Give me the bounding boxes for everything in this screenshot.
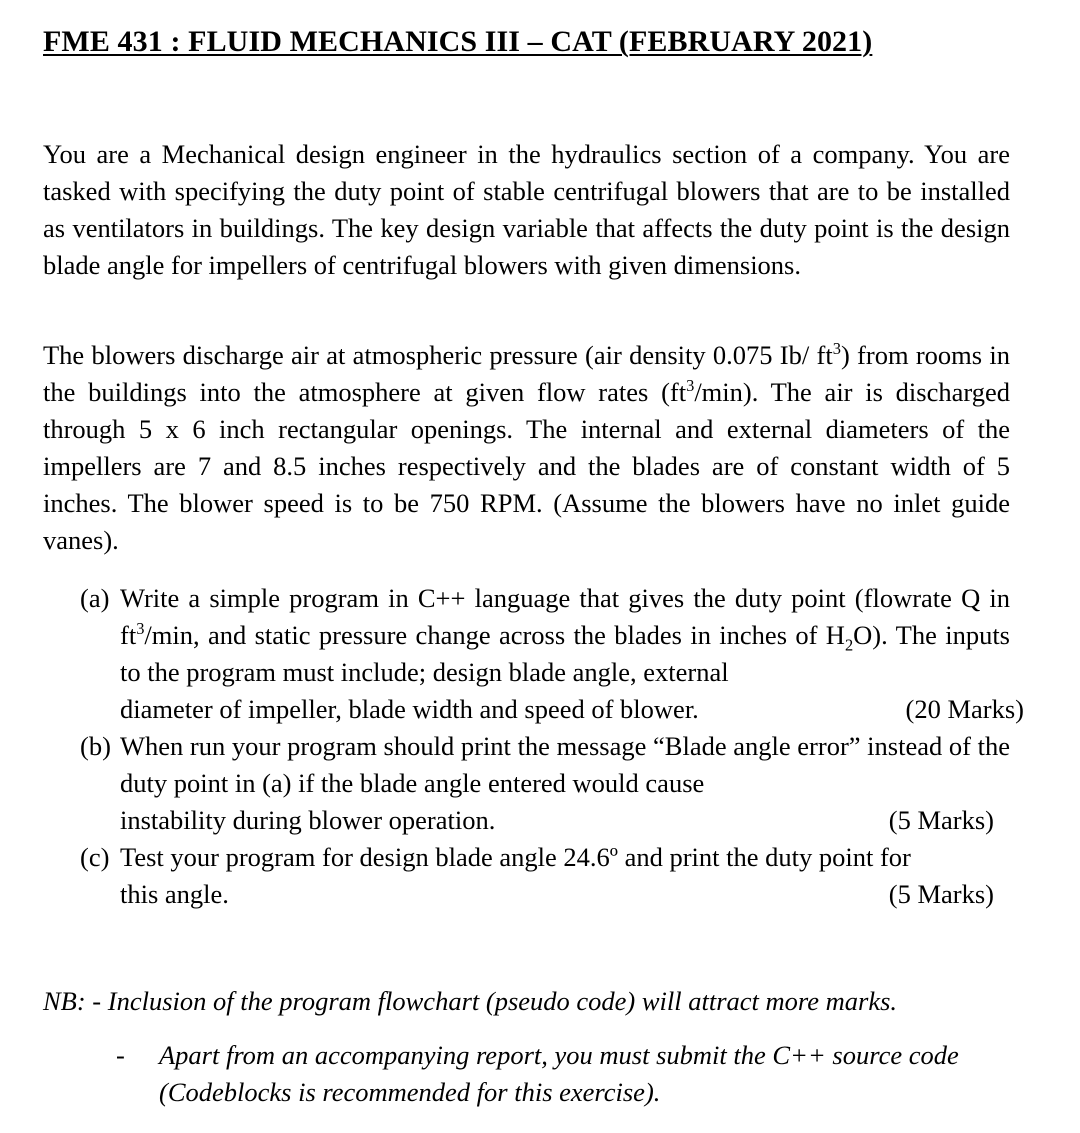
question-text-end: this angle. bbox=[120, 879, 229, 909]
notes-section bbox=[43, 983, 1033, 1111]
note-2-text: Apart from an accompanying report, you must submit the C++ source code (Codeblocks is recommended for this exercise). bbox=[159, 1040, 959, 1107]
problem-paragraph bbox=[43, 337, 1010, 559]
question-text: When run your program should print the message “Blade angle error” instead of the duty point in (a) if the blade angle entered would cause bbox=[120, 731, 1010, 798]
intro-paragraph: You are a Mechanical design engineer in the hydraulics section of a company. You are tasked with specifying the duty point of stable centrifugal blowers that are to be installed as ventilators in buildings. The key design variable that affects the duty point is the design blade angle for impellers of centrifugal blowers with given dimensions. bbox=[43, 139, 1010, 280]
problem-text-part2: ) from rooms in the buildings into the atmosphere at given flow rates (ft bbox=[43, 340, 1010, 407]
superscript-3: 3 bbox=[686, 376, 695, 396]
problem-text-part1: The blowers discharge air at atmospheric pressure (air density 0.075 Ib/ ft bbox=[43, 340, 833, 370]
question-marks: (5 Marks) bbox=[888, 805, 994, 835]
question-marks: (20 Marks) bbox=[905, 694, 1024, 724]
question-last-line bbox=[120, 802, 1010, 839]
question-last-line bbox=[120, 691, 1024, 728]
questions-list bbox=[80, 580, 1024, 913]
superscript-3: 3 bbox=[136, 619, 145, 639]
question-label: (a) bbox=[80, 583, 110, 613]
note-1 bbox=[43, 983, 1033, 1020]
question-c bbox=[80, 839, 1010, 913]
superscript-3: 3 bbox=[832, 339, 841, 359]
question-label: (b) bbox=[80, 731, 111, 761]
problem-text-part3: /min). The air is discharged through 5 x 6 inch rectangular openings. The internal and external diameters of the impellers are 7 and 8.5 inches respectively and the blades are of constant width of 5 inches. The blower speed is to be 750 RPM. (Assume the blowers have no inlet guide vanes). bbox=[43, 377, 1010, 555]
question-text-end: instability during blower operation. bbox=[120, 805, 496, 835]
question-last-line bbox=[120, 876, 1010, 913]
document-title: FME 431 : FLUID MECHANICS III – CAT (FEBRUARY 2021) bbox=[43, 25, 873, 58]
question-label: (c) bbox=[80, 842, 110, 872]
note-dash: - bbox=[116, 1040, 125, 1070]
question-text-end: diameter of impeller, blade width and speed of blower. bbox=[120, 694, 699, 724]
question-b bbox=[80, 728, 1010, 839]
note-1-text: Inclusion of the program flowchart (pseudo code) will attract more marks. bbox=[107, 986, 898, 1016]
question-text: Test your program for design blade angle 24.6º and print the duty point for bbox=[120, 842, 911, 872]
nb-prefix: NB: - bbox=[43, 986, 108, 1016]
question-text: Write a simple program in C++ language that gives the duty point (flowrate Q in $ft^3/\min$, and static pressure change across the blades in inches of $H_2O$). The inputs to the program must include; design blade angle, external bbox=[120, 583, 1010, 687]
note-2 bbox=[43, 1037, 1011, 1111]
question-a bbox=[80, 580, 1024, 728]
subscript-2: 2 bbox=[844, 635, 854, 655]
question-marks: (5 Marks) bbox=[888, 879, 994, 909]
